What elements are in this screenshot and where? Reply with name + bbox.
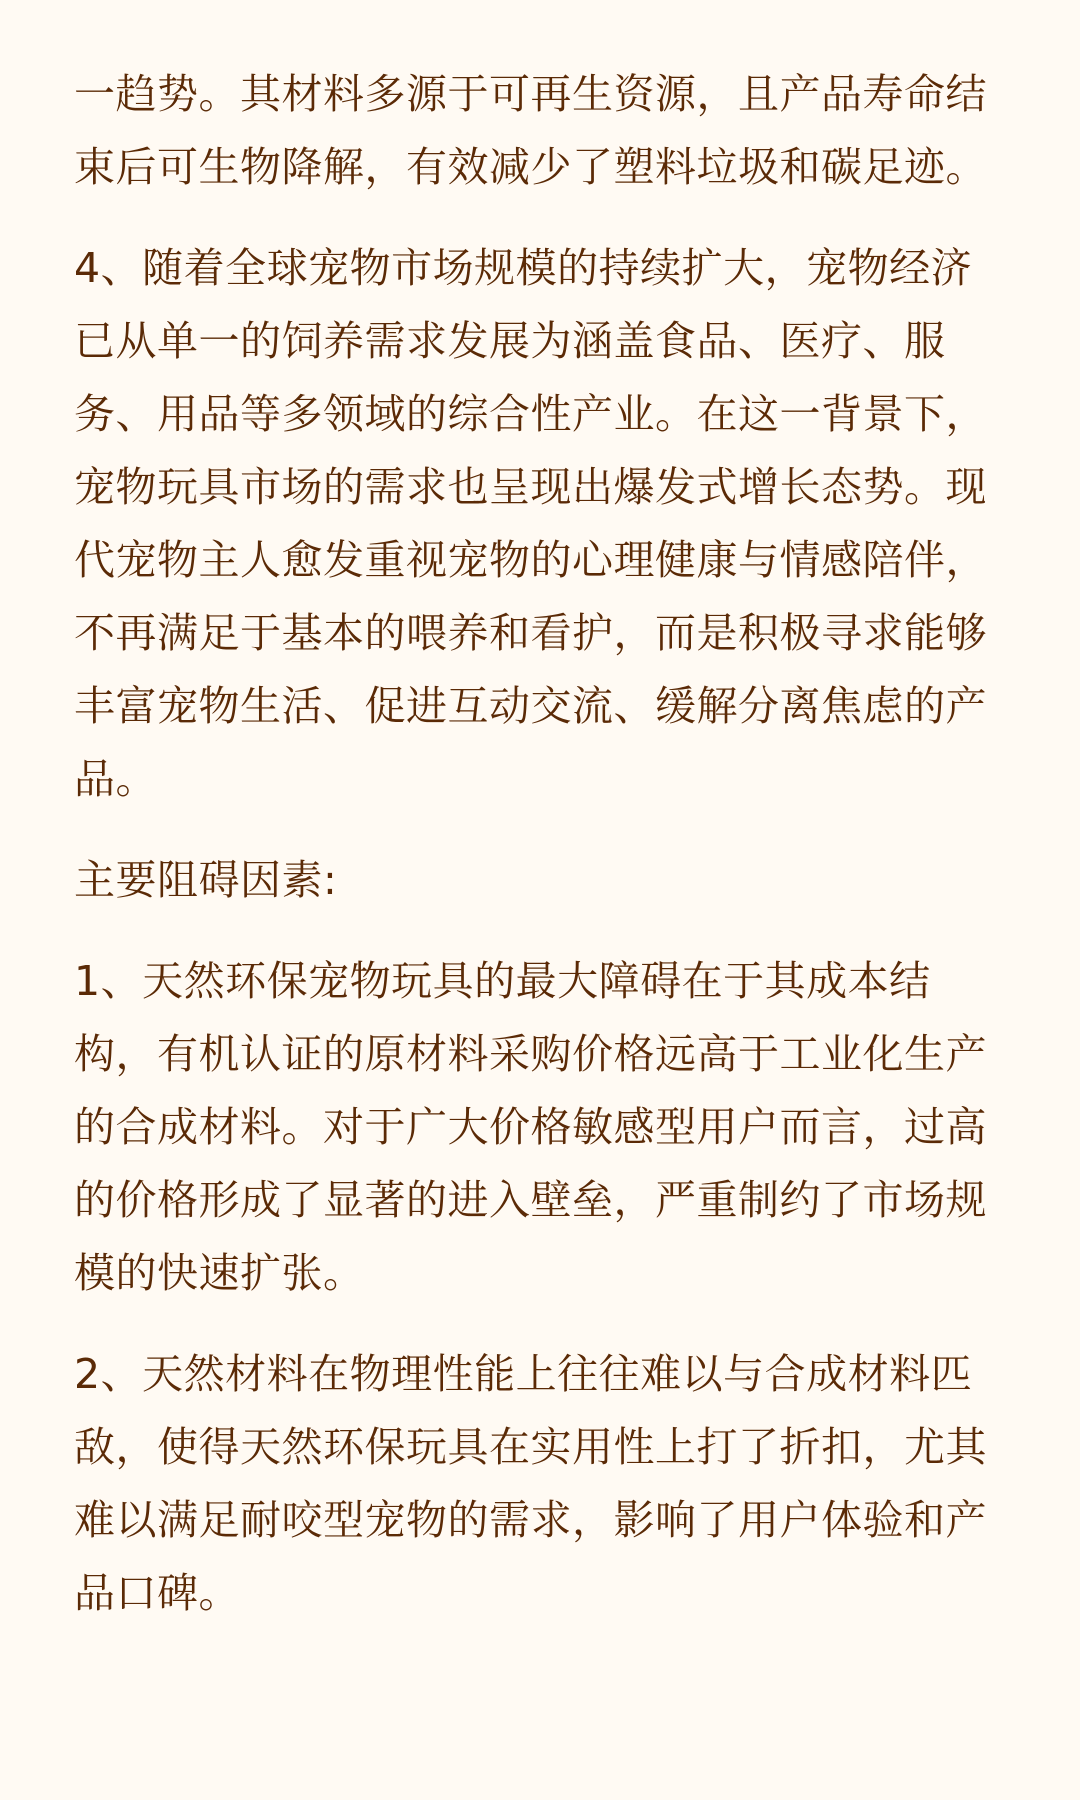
text-line: 的合成材料。对于广大价格敏感型用户而言，过高 (74, 1103, 987, 1151)
text-line: 的价格形成了显著的进入壁垒，严重制约了市场规 (74, 1176, 987, 1224)
text-line: 务、用品等多领域的综合性产业。在这一背景下， (74, 390, 987, 438)
text-line: 代宠物主人愈发重视宠物的心理健康与情感陪伴， (74, 536, 987, 584)
text-line: 2、天然材料在物理性能上往往难以与合成材料匹 (74, 1350, 973, 1398)
text-line: 束后可生物降解，有效减少了塑料垃圾和碳足迹。 (74, 143, 987, 191)
paragraph-material-trend (74, 58, 1008, 204)
paragraph-gap (74, 917, 1008, 945)
text-line: 不再满足于基本的喂养和看护，而是积极寻求能够 (74, 609, 987, 657)
paragraph-gap (74, 816, 1008, 844)
text-line: 难以满足耐咬型宠物的需求，影响了用户体验和产 (74, 1496, 987, 1544)
text-line: 丰富宠物生活、促进互动交流、缓解分离焦虑的产 (74, 682, 987, 730)
text-line: 敌，使得天然环保玩具在实用性上打了折扣，尤其 (74, 1423, 987, 1471)
paragraph-gap (74, 204, 1008, 232)
text-line: 4、随着全球宠物市场规模的持续扩大，宠物经济 (74, 244, 973, 292)
text-line: 已从单一的饲养需求发展为涵盖食品、医疗、服 (74, 317, 946, 365)
paragraph-obstacle-2 (74, 1338, 1008, 1630)
paragraph-point-4 (74, 232, 1008, 816)
heading-text: 主要阻碍因素: (74, 856, 338, 904)
text-line: 品口碑。 (74, 1569, 240, 1617)
paragraph-gap (74, 1310, 1008, 1338)
text-line: 1、天然环保宠物玩具的最大障碍在于其成本结 (74, 957, 931, 1005)
paragraph-obstacle-1 (74, 945, 1008, 1310)
text-line: 模的快速扩张。 (74, 1249, 365, 1297)
text-line: 一趋势。其材料多源于可再生资源，且产品寿命结 (74, 70, 987, 118)
text-line: 宠物玩具市场的需求也呈现出爆发式增长态势。现 (74, 463, 987, 511)
text-line: 品。 (74, 755, 157, 803)
section-heading-obstacles (74, 844, 1008, 917)
text-line: 构，有机认证的原材料采购价格远高于工业化生产 (74, 1030, 987, 1078)
